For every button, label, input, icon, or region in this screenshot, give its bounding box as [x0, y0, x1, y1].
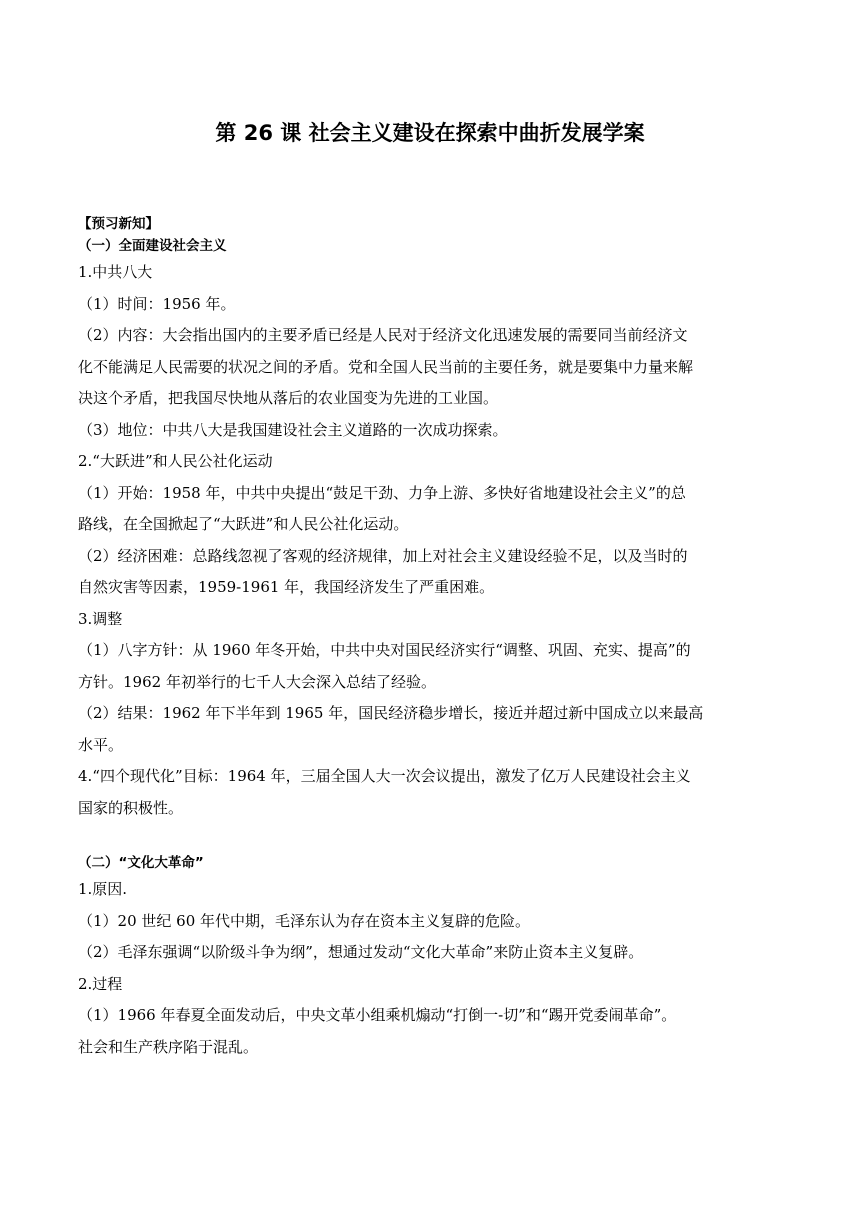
- text-line: 水平。: [78, 735, 124, 754]
- text-line: （2）结果：1962 年下半年到 1965 年，国民经济稳步增长，接近并超过新中国成立以来最高: [78, 704, 704, 722]
- text-line: （2）内容：大会指出国内的主要矛盾已经是人民对于经济文化迅速发展的需要同当前经济文: [78, 326, 688, 344]
- part2-lines: [78, 874, 782, 1063]
- part2-heading: （二）“文化大革命”: [78, 855, 204, 871]
- text-line: 1.原因.: [78, 880, 128, 898]
- text-line: （1）时间：1956 年。: [78, 294, 236, 313]
- text-line: （3）地位：中共八大是我国建设社会主义道路的一次成功探索。: [78, 420, 508, 439]
- text-line: 方针。1962 年初举行的七千人大会深入总结了经验。: [78, 672, 436, 691]
- preview-section-heading: 【预习新知】: [78, 216, 159, 232]
- text-line: 化不能满足人民需要的状况之间的矛盾。党和全国人民当前的主要任务，就是要集中力量来解: [78, 357, 694, 376]
- document-title: 第 26 课 社会主义建设在探索中曲折发展学案: [215, 121, 645, 145]
- text-line: 2.过程: [78, 974, 123, 993]
- text-line: 路线，在全国掀起了“大跃进”和人民公社化运动。: [78, 515, 409, 533]
- text-line: （2）经济困难：总路线忽视了客观的经济规律，加上对社会主义建设经验不足，以及当时的: [78, 546, 688, 565]
- text-line: （2）毛泽东强调“以阶级斗争为纲”，想通过发动“文化大革命”来防止资本主义复辟。: [78, 943, 644, 961]
- document-body: [78, 213, 782, 1063]
- text-line: 国家的积极性。: [78, 798, 184, 817]
- text-line: （1）八字方针：从 1960 年冬开始，中共中央对国民经济实行“调整、巩固、充实、提高”的: [78, 641, 691, 659]
- text-line: 社会和生产秩序陷于混乱。: [78, 1037, 259, 1056]
- text-line: （1）1966 年春夏全面发动后，中央文革小组乘机煽动“打倒一-切”和“踢开党委闹革命”。: [78, 1006, 677, 1024]
- part1-lines: [78, 257, 782, 824]
- text-line: 自然灾害等因素，1959-1961 年，我国经济发生了严重困难。: [78, 578, 495, 596]
- text-line: 1.中共八大: [78, 263, 153, 281]
- text-line: 决这个矛盾，把我国尽快地从落后的农业国变为先进的工业国。: [78, 389, 499, 407]
- text-line: 2.“大跃进”和人民公社化运动: [78, 452, 273, 470]
- text-line: （1）开始：1958 年，中共中央提出“鼓足干劲、力争上游、多快好省地建设社会主义”的总: [78, 483, 686, 502]
- section-spacer: [78, 824, 782, 852]
- text-line: 4.“四个现代化”目标：1964 年，三届全国人大一次会议提出，激发了亿万人民建设社会主义: [78, 767, 691, 785]
- text-line: 3.调整: [78, 609, 123, 628]
- text-line: （1）20 世纪 60 年代中期，毛泽东认为存在资本主义复辟的危险。: [78, 911, 531, 930]
- part1-heading: （一）全面建设社会主义: [78, 238, 227, 254]
